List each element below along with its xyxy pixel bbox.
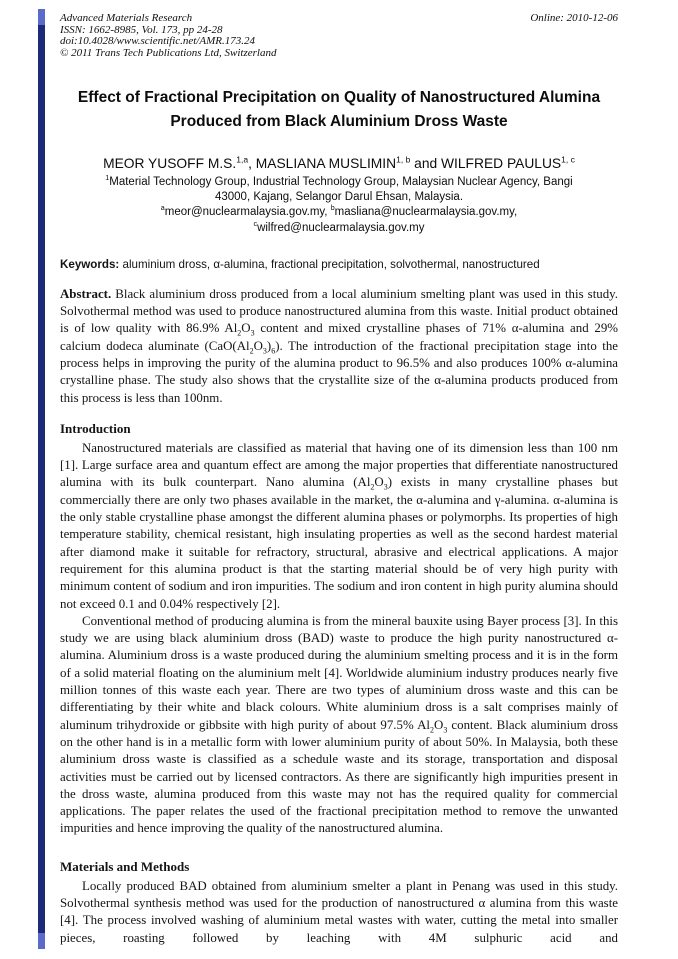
paper-title (60, 86, 618, 134)
introduction-paragraph-2: Conventional method of producing alumina is from the mineral bauxite using Bayer process [3]. In this study we are using black aluminium dross (BAD) waste to produce the high purity nanostructured α-alumina. Aluminium dross is a waste produced during the aluminium smelting process and it is in the form of a solid material floating on the aluminium melt [4]. Worldwide aluminium industry produces nearly five million tonnes of this waste each year. There are two types of aluminium dross waste and this can be differentiating by their white and black colours. White aluminium dross is a salt comprises mainly of aluminum trihydroxide or gibbsite with high purity of about 97.5% $Al_2O_3$ content. Black aluminium dross on the other hand is in a metallic form with lower aluminium purity of about 50%. In Malaysia, both these aluminium dross waste is classified as a schedule waste and its storage, transportation and disposal activities must be carried out by licensed contractors. As there are significantly high impurities present in the dross waste, alumina produced from this waste may not has the required quality for commercial applications. The paper relates the used of the fractional precipitation method to remove the unwanted impurities and hence improving the quality of the nanostructured alumina. (60, 613, 618, 836)
paper-title-line-2: Produced from Black Aluminium Dross Waste (170, 113, 508, 130)
edge-bar-bottom-cap (38, 933, 45, 949)
authors-line: MEOR YUSOFF M.S.$^{1,a}$, MASLIANA MUSLIMIN$^{1, b}$ and WILFRED PAULUS$^{1, c}$ (103, 154, 575, 171)
journal-name: Advanced Materials Research (60, 12, 193, 24)
email-line-1: $^a$meor@nuclearmalaysia.gov.my, $^b$masliana@nuclearmalaysia.gov.my, (160, 204, 518, 219)
copyright-line: © 2011 Trans Tech Publications Ltd, Switzerland (60, 46, 277, 59)
issn-line: ISSN: 1662-8985, Vol. 173, pp 24-28 (60, 23, 223, 36)
doi-line: doi:10.4028/www.scientific.net/AMR.173.24 (60, 35, 256, 47)
keywords-row (60, 257, 618, 272)
keywords-label: Keywords: (60, 257, 120, 271)
section-heading-introduction: Introduction (60, 420, 131, 436)
section-heading-materials-and-methods: Materials and Methods (60, 858, 190, 874)
introduction-paragraph-1: Nanostructured materials are classified as material that having one of its dimension less than 100 nm [1]. Large surface area and quantum effect are among the major properties that differentiate nanostructured alumina with its bulk counterpart. Nano alumina $(Al_2O_3)$ exists in many crystalline phases but commercially there are only two phases available in the market, the α-alumina and γ-alumina. α-alumina is the only stable crystalline phase amongst the different alumina phases or polymorphs. Its properties of high temperature stability, chemical resistant, high insulating properties as well as the second hardest material after diamond make it suitable for refractory, structural, abrasive and electrical applications. A major requirement for this alumina product is that the starting material should be of very high purity with minimum content of sodium and iron impurities. The sodium and iron content in high purity alumina should not exceed 0.1 and 0.04% respectively [2]. (60, 440, 619, 611)
journal-header (60, 13, 618, 59)
online-date: Online: 2010-12-06 (530, 12, 618, 24)
affiliation-line-1: $^1$Material Technology Group, Industrial Technology Group, Malaysian Nuclear Agency, Bangi (105, 174, 573, 188)
email-line-2: $^c$wilfred@nuclearmalaysia.gov.my (253, 219, 425, 234)
affiliation-line-2: 43000, Kajang, Selangor Darul Ehsan, Malaysia. (214, 191, 464, 204)
abstract-text: Black aluminium dross produced from a local aluminium smelting plant was used in this study. Solvothermal method was used to produce nanostructured alumina from this waste. Initial product obtained is of low quality with 86.9% $Al_2O_3$ content and mixed crystalline phases of 71% α-alumina and 29% calcium dodeca aluminate $(CaO(Al_2O_3)_6)$. The introduction of the fractional precipitation stage into the process helps in improving the purity of the alumina product to 96.5% and also produces 100% α-alumina crystalline phase. The study also shows that the crystallite size of the α-alumina products produced from this process is less than 100nm. (60, 286, 618, 405)
methods-paragraph-1: Locally produced BAD obtained from aluminium smelter a plant in Penang was used in this study. Solvothermal synthesis method was used for the production of nanostructured α alumina from this waste [4]. The process involved washing of aluminium metal wastes with water, cutting the metal into smaller pieces, roasting followed by leaching with 4M sulphuric acid and (60, 878, 618, 945)
abstract-paragraph (60, 286, 618, 407)
left-edge-marker-bar (38, 9, 45, 949)
edge-bar-top-cap (38, 9, 45, 25)
affiliation-block (60, 175, 618, 236)
paper-title-line-1: Effect of Fractional Precipitation on Quality of Nanostructured Alumina (77, 89, 601, 106)
abstract-label: Abstract. (60, 286, 112, 301)
keywords-text: aluminium dross, α-alumina, fractional precipitation, solvothermal, nanostructured (119, 257, 540, 271)
